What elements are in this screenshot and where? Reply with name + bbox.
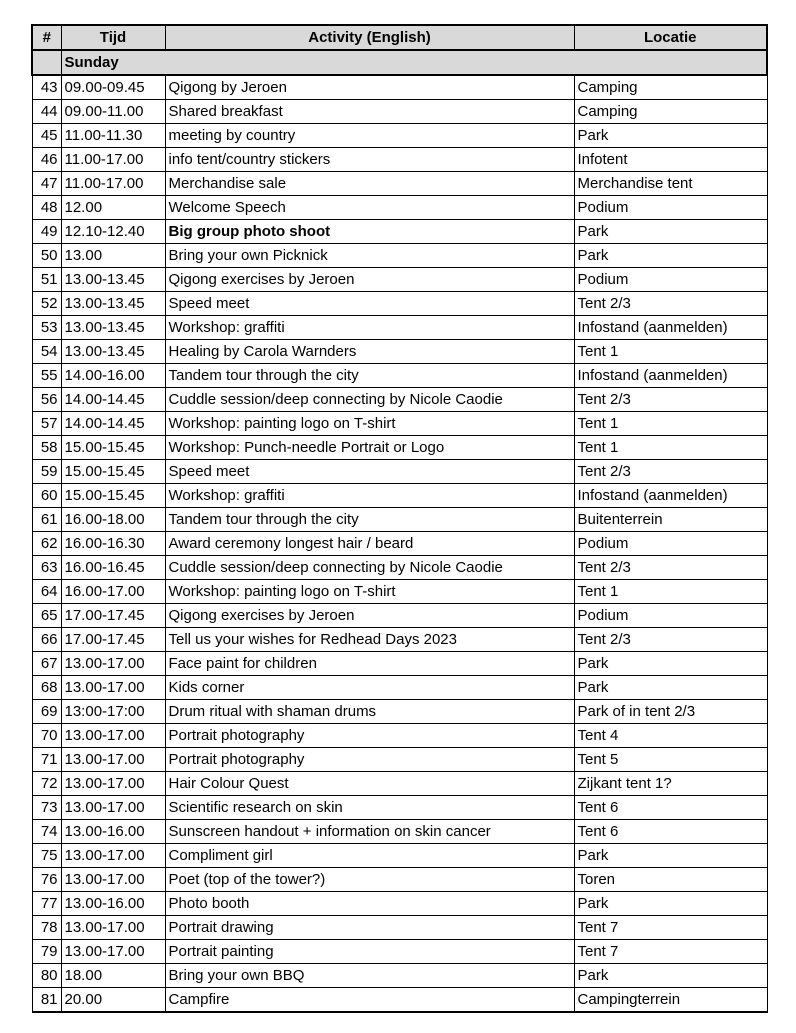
row-time: 13.00-13.45 [61,292,165,316]
section-row-sunday [32,50,767,75]
row-time: 13.00-17.00 [61,724,165,748]
row-number: 44 [32,100,61,124]
row-number: 60 [32,484,61,508]
row-location: Park [574,892,767,916]
row-activity: Qigong exercises by Jeroen [165,604,574,628]
table-row [32,508,767,532]
row-number: 73 [32,796,61,820]
row-time: 12.00 [61,196,165,220]
row-number: 56 [32,388,61,412]
row-activity: Tandem tour through the city [165,508,574,532]
row-number: 63 [32,556,61,580]
row-number: 46 [32,148,61,172]
table-row [32,244,767,268]
row-location: Park [574,244,767,268]
row-activity: Merchandise sale [165,172,574,196]
row-location: Park [574,220,767,244]
row-activity: Poet (top of the tower?) [165,868,574,892]
row-location: Podium [574,604,767,628]
table-row [32,532,767,556]
row-activity: Campfire [165,988,574,1013]
row-location: Park [574,124,767,148]
table-row [32,172,767,196]
table-row [32,772,767,796]
row-time: 13.00-16.00 [61,892,165,916]
row-location: Zijkant tent 1? [574,772,767,796]
row-time: 13.00-17.00 [61,796,165,820]
row-location: Tent 6 [574,820,767,844]
row-number: 78 [32,916,61,940]
row-time: 16.00-16.30 [61,532,165,556]
row-location: Podium [574,268,767,292]
row-location: Tent 1 [574,580,767,604]
row-activity: Portrait photography [165,748,574,772]
row-activity: Kids corner [165,676,574,700]
table-row [32,748,767,772]
row-location: Tent 1 [574,340,767,364]
row-activity: Portrait painting [165,940,574,964]
row-time: 09.00-11.00 [61,100,165,124]
table-row [32,700,767,724]
row-activity: Workshop: painting logo on T-shirt [165,412,574,436]
row-location: Tent 2/3 [574,292,767,316]
table-row [32,196,767,220]
row-activity: meeting by country [165,124,574,148]
row-number: 70 [32,724,61,748]
row-number: 75 [32,844,61,868]
row-location: Infostand (aanmelden) [574,316,767,340]
row-time: 11.00-17.00 [61,172,165,196]
table-row [32,124,767,148]
row-number: 80 [32,964,61,988]
table-row [32,796,767,820]
table-row [32,580,767,604]
header-time: Tijd [61,25,165,50]
row-location: Park of in tent 2/3 [574,700,767,724]
row-location: Tent 2/3 [574,628,767,652]
row-time: 16.00-18.00 [61,508,165,532]
table-row [32,148,767,172]
row-activity: Photo booth [165,892,574,916]
row-time: 13.00-13.45 [61,316,165,340]
row-location: Park [574,676,767,700]
row-number: 50 [32,244,61,268]
row-time: 18.00 [61,964,165,988]
row-location: Tent 5 [574,748,767,772]
row-time: 16.00-16.45 [61,556,165,580]
row-number: 66 [32,628,61,652]
row-number: 49 [32,220,61,244]
row-time: 14.00-16.00 [61,364,165,388]
row-time: 13.00-13.45 [61,340,165,364]
row-number: 55 [32,364,61,388]
table-row [32,844,767,868]
row-number: 51 [32,268,61,292]
row-number: 48 [32,196,61,220]
row-activity: Qigong by Jeroen [165,75,574,100]
row-time: 15.00-15.45 [61,460,165,484]
row-activity: Big group photo shoot [165,220,574,244]
row-activity: Tell us your wishes for Redhead Days 2023 [165,628,574,652]
row-number: 53 [32,316,61,340]
row-time: 13.00-17.00 [61,676,165,700]
table-row [32,292,767,316]
row-number: 69 [32,700,61,724]
row-number: 62 [32,532,61,556]
row-time: 15.00-15.45 [61,436,165,460]
row-location: Camping [574,100,767,124]
row-activity: Hair Colour Quest [165,772,574,796]
row-activity: Bring your own Picknick [165,244,574,268]
section-number-cell [32,50,61,75]
row-activity: Award ceremony longest hair / beard [165,532,574,556]
row-location: Infotent [574,148,767,172]
row-location: Park [574,964,767,988]
row-number: 79 [32,940,61,964]
row-time: 13.00-17.00 [61,844,165,868]
row-time: 17.00-17.45 [61,628,165,652]
row-time: 13.00-17.00 [61,772,165,796]
row-number: 61 [32,508,61,532]
table-row [32,892,767,916]
row-activity: Shared breakfast [165,100,574,124]
row-time: 11.00-11.30 [61,124,165,148]
schedule-table [31,24,768,1013]
row-location: Camping [574,75,767,100]
table-row [32,628,767,652]
table-row [32,988,767,1013]
row-number: 76 [32,868,61,892]
row-time: 13.00-17.00 [61,940,165,964]
table-row [32,724,767,748]
row-location: Buitenterrein [574,508,767,532]
row-location: Merchandise tent [574,172,767,196]
row-time: 15.00-15.45 [61,484,165,508]
row-location: Tent 7 [574,916,767,940]
row-location: Podium [574,196,767,220]
row-activity: Portrait photography [165,724,574,748]
row-location: Tent 1 [574,436,767,460]
row-time: 13.00-17.00 [61,916,165,940]
row-time: 13.00-17.00 [61,652,165,676]
row-time: 13.00-16.00 [61,820,165,844]
row-location: Tent 2/3 [574,556,767,580]
row-activity: Drum ritual with shaman drums [165,700,574,724]
row-activity: Speed meet [165,292,574,316]
row-number: 54 [32,340,61,364]
row-activity: Workshop: graffiti [165,316,574,340]
row-activity: Portrait drawing [165,916,574,940]
row-number: 74 [32,820,61,844]
row-location: Campingterrein [574,988,767,1013]
row-number: 67 [32,652,61,676]
table-row [32,436,767,460]
row-activity: Tandem tour through the city [165,364,574,388]
table-row [32,820,767,844]
table-row [32,268,767,292]
table-row [32,556,767,580]
row-activity: Bring your own BBQ [165,964,574,988]
row-time: 13.00-17.00 [61,748,165,772]
table-row [32,75,767,100]
row-number: 77 [32,892,61,916]
row-location: Infostand (aanmelden) [574,484,767,508]
row-time: 14.00-14.45 [61,412,165,436]
row-time: 17.00-17.45 [61,604,165,628]
row-number: 72 [32,772,61,796]
row-number: 47 [32,172,61,196]
table-row [32,388,767,412]
row-activity: Workshop: Punch-needle Portrait or Logo [165,436,574,460]
row-activity: Cuddle session/deep connecting by Nicole Caodie [165,388,574,412]
table-row [32,220,767,244]
table-row [32,940,767,964]
row-activity: Speed meet [165,460,574,484]
table-row [32,916,767,940]
row-number: 58 [32,436,61,460]
row-number: 81 [32,988,61,1013]
table-row [32,868,767,892]
row-location: Podium [574,532,767,556]
table-row [32,484,767,508]
table-row [32,460,767,484]
row-location: Tent 2/3 [574,460,767,484]
row-time: 09.00-09.45 [61,75,165,100]
table-row [32,100,767,124]
table-row [32,316,767,340]
header-row [32,25,767,50]
section-title: Sunday [61,50,767,75]
header-location: Locatie [574,25,767,50]
table-row [32,676,767,700]
row-location: Park [574,844,767,868]
row-time: 13.00-13.45 [61,268,165,292]
row-number: 71 [32,748,61,772]
row-number: 43 [32,75,61,100]
row-activity: Welcome Speech [165,196,574,220]
row-number: 64 [32,580,61,604]
header-number: # [32,25,61,50]
row-time: 11.00-17.00 [61,148,165,172]
row-activity: Workshop: graffiti [165,484,574,508]
row-location: Toren [574,868,767,892]
table-row [32,652,767,676]
row-location: Infostand (aanmelden) [574,364,767,388]
row-time: 14.00-14.45 [61,388,165,412]
row-number: 45 [32,124,61,148]
row-activity: Cuddle session/deep connecting by Nicole Caodie [165,556,574,580]
row-number: 59 [32,460,61,484]
row-time: 13.00-17.00 [61,868,165,892]
row-time: 20.00 [61,988,165,1013]
row-activity: Scientific research on skin [165,796,574,820]
row-activity: info tent/country stickers [165,148,574,172]
row-number: 68 [32,676,61,700]
row-time: 16.00-17.00 [61,580,165,604]
row-activity: Healing by Carola Warnders [165,340,574,364]
row-time: 13:00-17:00 [61,700,165,724]
table-row [32,412,767,436]
row-activity: Workshop: painting logo on T-shirt [165,580,574,604]
row-time: 12.10-12.40 [61,220,165,244]
table-row [32,604,767,628]
row-activity: Face paint for children [165,652,574,676]
row-location: Tent 1 [574,412,767,436]
row-activity: Qigong exercises by Jeroen [165,268,574,292]
row-number: 65 [32,604,61,628]
row-number: 52 [32,292,61,316]
table-row [32,364,767,388]
table-row [32,340,767,364]
row-activity: Sunscreen handout + information on skin cancer [165,820,574,844]
row-activity: Compliment girl [165,844,574,868]
header-activity: Activity (English) [165,25,574,50]
row-location: Tent 4 [574,724,767,748]
row-location: Tent 6 [574,796,767,820]
row-time: 13.00 [61,244,165,268]
row-location: Tent 7 [574,940,767,964]
table-row [32,964,767,988]
row-location: Tent 2/3 [574,388,767,412]
row-location: Park [574,652,767,676]
row-number: 57 [32,412,61,436]
